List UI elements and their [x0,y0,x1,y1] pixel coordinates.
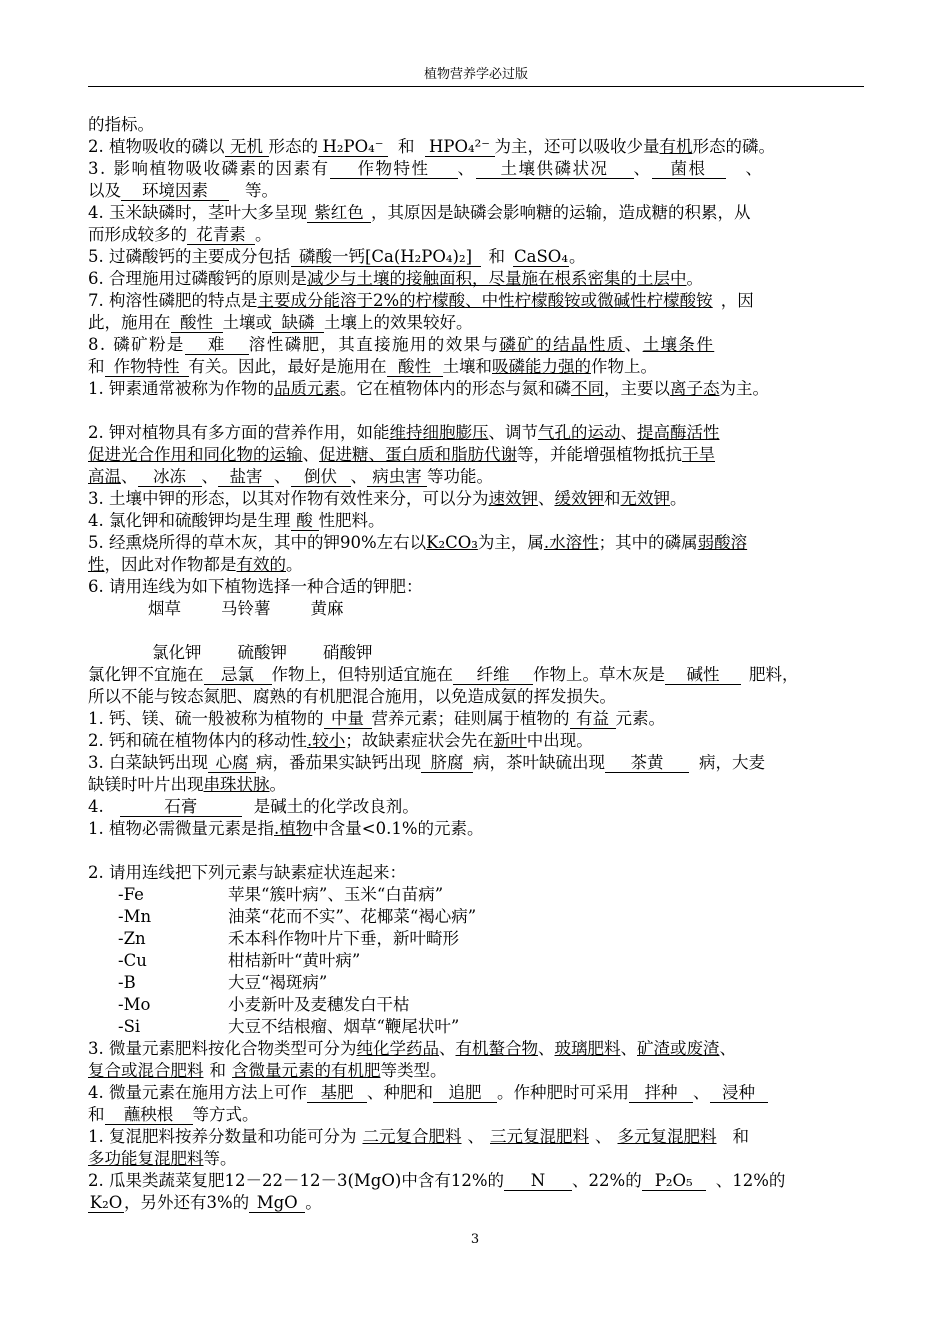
fertilizer-item: 硫酸钾 [237,643,287,662]
spacer [88,620,868,642]
answer-underlined: 无效钾 [620,489,670,508]
text: 作物上，但特别适宜施在 [271,665,453,684]
s-q3 [88,752,868,774]
p-q7-l2 [88,312,868,334]
symptom-label: 苹果“簇叶病”、玉米“白苗病” [228,885,444,904]
text: 。 [569,247,586,266]
answer-blank: 病虫害 [367,468,427,487]
element-label: -Fe [118,885,144,904]
match-row [88,1016,868,1038]
answer-blank: H₂PO₄⁻ [318,138,388,157]
answer-underlined: 减少与土壤的接触面积，尽量施在根系密集的土层中 [307,269,687,288]
answer-blank: 菌根 [652,160,726,179]
answer-underlined: 有机螯合物 [455,1039,538,1058]
m-q4-l2 [88,1104,868,1126]
fertilizer-list [88,642,868,664]
text: 5. 经熏烧所得的草木灰，其中的钾90%左右以 [88,533,427,552]
match-row [88,994,868,1016]
text: 1. 钾素通常被称为作物的 [88,379,274,398]
p-line-0 [88,114,868,136]
match-row [88,928,868,950]
text: 形态的磷。 [692,137,775,156]
answer-blank: 花青素 [187,226,255,245]
answer-underlined: 矿渣或废渣 [637,1039,720,1058]
answer-blank: P₂O₅ [642,1172,706,1191]
text: 缺镁时叶片出现 [88,775,204,794]
k-q3 [88,488,868,510]
text: 和 [88,1105,105,1124]
text: 2. 钾对植物具有多方面的营养作用，如能 [88,423,390,442]
answer-blank: 缺磷 [272,314,324,333]
answer-underlined: .植物 [274,819,313,838]
answer-underlined: 土壤条件 [642,335,715,354]
text: 的指标。 [88,115,154,134]
symptom-label: 大豆不结根瘤、烟草“鞭尾状叶” [228,1017,460,1036]
answer-underlined: 纯化学药品 [356,1039,439,1058]
answer-blank: 无机 [225,138,269,157]
answer-underlined: 磷矿的结晶性质 [499,335,625,354]
answer-underlined: 性 [88,555,105,574]
answer-underlined: 有效的 [236,555,286,574]
text: 和 [209,1061,226,1080]
text: 。 [686,269,703,288]
answer-underlined: 新叶 [493,731,527,750]
answer-underlined: 促进糖、蛋白质和脂肪代谢 [319,445,517,464]
p-q2 [88,136,868,158]
text: 、 [467,1127,484,1146]
answer-underlined: 弱酸溶 [697,533,748,552]
element-label: -Zn [118,929,146,948]
answer-blank: 环境因素 [121,182,229,201]
text: 病，番茄果实缺钙出现 [256,753,421,772]
k-q2 [88,422,868,444]
text: 、 [121,467,138,486]
text: ，因 [720,291,754,310]
text: 土壤和 [442,357,492,376]
text: 4. 微量元素在施用方法上可作 [88,1083,307,1102]
p-q5 [88,246,868,268]
crop-list [88,598,868,620]
answer-underlined: 多功能复混肥料 [88,1149,204,1168]
text: 病，茶叶缺硫出现 [473,753,605,772]
text: 、 [538,489,555,508]
text: 、 [745,159,764,178]
p-q3 [88,158,868,180]
text: 等。 [203,1149,237,1168]
text: 为主，还可以吸收少量 [494,137,660,156]
k-q1 [88,378,868,400]
text: 和 [732,1127,749,1146]
text: 3. 影响植物吸收磷素的因素有 [88,159,330,178]
answer-blank: 土壤供磷状况 [476,160,634,179]
text: 、 [620,423,637,442]
answer-blank: 中量 [324,710,372,729]
m-q3-l2 [88,1060,868,1082]
symptom-label: 油菜“花而不实”、花椰菜“褐心病” [228,907,477,926]
answer-blank: 忌氯 [204,666,272,685]
answer-blank: K₂O [89,1193,123,1212]
text: 、 [302,445,319,464]
element-label: -Si [118,1017,141,1036]
page-number: 3 [470,1232,480,1247]
k-q4 [88,510,868,532]
text: 5. 过磷酸钙的主要成分包括 [88,247,291,266]
fertilizer-item: 硝酸钾 [323,643,373,662]
text: 2. 钙和硫在植物体内的移动性 [88,731,307,750]
text: 。 [305,1193,322,1212]
answer-blank: 倒伏 [291,468,351,487]
answer-blank: 盐害 [218,468,274,487]
answer-blank: 拌种 [629,1084,693,1103]
text: 作物上。 [591,357,657,376]
answer-blank: CaSO₄ [514,247,568,266]
k-q2-l2 [88,444,868,466]
text: 、 [350,467,367,486]
answer-underlined: 多元复混肥料 [617,1127,717,1146]
text: 等类型。 [380,1061,447,1080]
text: 7. 枸溶性磷肥的特点是 [88,291,258,310]
crop-item: 马铃薯 [221,599,271,618]
answer-underlined: 不同 [571,379,604,398]
answer-blank: 茶黄 [605,754,689,773]
answer-blank: 脐腐 [421,754,473,773]
text: ，其原因是缺磷会影响糖的运输，造成糖的积累，从 [371,203,751,222]
p-q6 [88,268,868,290]
answer-underlined: 离子态 [670,379,720,398]
text: 作物上。草木灰是 [533,665,665,684]
c-q1 [88,1126,868,1148]
s-q3-l2 [88,774,868,796]
text: ，另外还有3%的 [124,1193,250,1212]
k-q5 [88,532,868,554]
answer-underlined: 含微量元素的有机肥 [232,1061,381,1080]
text: 、22%的 [572,1171,642,1190]
text: 、 [719,1039,736,1058]
header-title: 植物营养学必过版 [423,67,528,82]
answer-blank: 有益 [570,710,616,729]
document-body [88,114,868,1214]
text: 4. [88,797,104,816]
element-label: -Cu [118,951,147,970]
p-q3-l2 [88,180,868,202]
answer-underlined: 维持细胞膨压 [389,423,489,442]
text: 3. 白菜缺钙出现 [88,753,208,772]
answer-underlined: 提高酶活性 [637,423,720,442]
text: 1. 钙、镁、硫一般被称为植物的 [88,709,324,728]
answer-blank: 心腐 [208,754,256,773]
answer-blank: MgO [249,1194,305,1213]
answer-blank: 石膏 [120,798,242,817]
text: 2. 瓜果类蔬菜复肥12－22－12－3(MgO)中含有12%的 [88,1171,505,1190]
answer-blank: 酸性 [387,358,443,377]
text: 。 [269,775,286,794]
text: 。作种肥时可采用 [497,1083,629,1102]
answer-blank: 碱性 [665,666,741,685]
element-label: -B [118,973,136,992]
text: 、 [439,1039,456,1058]
text: 、 [201,467,218,486]
text: ，因此对作物都是 [104,555,237,574]
text: 是碱土的化学改良剂。 [253,797,419,816]
p-q4 [88,202,868,224]
k-q2-l3 [88,466,868,488]
text: 等方式。 [192,1105,259,1124]
k-q7-l2 [88,686,868,708]
match-row [88,950,868,972]
spacer [88,840,868,862]
s-q2 [88,730,868,752]
text: 氯化钾不宜施在 [88,665,204,684]
answer-underlined: 速效钾 [488,489,538,508]
answer-underlined: 促进光合作用和同化物的运输 [88,445,303,464]
text: ，主要以 [604,379,670,398]
answer-underlined: 吸磷能力强的 [492,357,591,376]
answer-blank: 难 [185,336,249,355]
answer-blank: 紫红色 [307,204,371,223]
text: 、 [538,1039,555,1058]
text: 。 [670,489,687,508]
text: 6. 合理施用过磷酸钙的原则是 [88,269,307,288]
text: 。它在植物体内的形态与氮和磷 [340,379,571,398]
text: 。 [286,555,303,574]
answer-underlined: 高温 [88,467,121,486]
text: 肥料， [749,665,799,684]
text: 、12%的 [715,1171,786,1190]
text: 溶性磷肥，其直接施用的效果与 [248,335,500,354]
symptom-label: 柑桔新叶“黄叶病” [228,951,361,970]
answer-underlined: 品质元素 [274,379,340,398]
text: 8. 磷矿粉是 [88,335,185,354]
symptom-label: 禾本科作物叶片下垂，新叶畸形 [228,929,459,948]
text: 等。 [245,181,278,200]
c-q2-l2 [88,1192,868,1214]
text: 和 [398,137,415,156]
text: 有关。因此，最好是施用在 [188,357,387,376]
answer-blank: 蘸秧根 [105,1106,193,1125]
text: 所以不能与铵态氮肥、腐熟的有机肥混合施用，以免造成氨的挥发损失。 [88,687,616,706]
text: 性肥料。 [318,511,385,530]
k-q7 [88,664,868,686]
fertilizer-item: 氯化钾 [152,643,202,662]
text: 此，施用在 [88,313,171,332]
match-row [88,884,868,906]
text: ；其中的磷属 [598,533,698,552]
answer-blank: 追肥 [433,1084,497,1103]
m-q3 [88,1038,868,1060]
text: 和 [488,247,505,266]
p-q7 [88,290,868,312]
answer-blank: 浸种 [710,1084,768,1103]
text: 等功能。 [427,467,493,486]
text: 、 [693,1083,710,1102]
text: 形态的 [268,137,318,156]
symptom-label: 大豆“褐斑病” [228,973,328,992]
text: 为主，属 [477,533,544,552]
text: 4. 氯化钾和硫酸钾均是生理 [88,511,291,530]
answer-blank: 酸性 [171,314,223,333]
text: 和 [604,489,621,508]
text: 和 [88,357,105,376]
answer-blank: 作物特性 [330,160,458,179]
match-row [88,906,868,928]
answer-underlined: 复合或混合肥料 [88,1061,204,1080]
answer-underlined: 三元复混肥料 [490,1127,589,1146]
answer-blank: 纤维 [453,666,533,685]
c-q1-l2 [88,1148,868,1170]
k-q6 [88,576,868,598]
text: 、 [457,159,476,178]
text: 中含量<0.1%的元素。 [312,819,484,838]
m-q2 [88,862,868,884]
symptom-label: 小麦新叶及麦穗发白干枯 [228,995,410,1014]
text: 6. 请用连线为如下植物选择一种合适的钾肥： [88,577,423,596]
text: 元素。 [615,709,665,728]
m-q1 [88,818,868,840]
answer-underlined: .较小 [307,731,346,750]
answer-blank: 作物特性 [105,358,189,377]
text: 、种肥和 [367,1083,433,1102]
text: 、 [633,159,652,178]
text: 中出现。 [526,731,593,750]
text: 、 [620,1039,637,1058]
answer-underlined: K₂CO₃ [426,533,478,552]
p-q8-l2 [88,356,868,378]
text: 3. 微量元素肥料按化合物类型可分为 [88,1039,357,1058]
crop-item: 烟草 [148,599,181,618]
answer-underlined: 玻璃肥料 [554,1039,621,1058]
answer-underlined: 缓效钾 [554,489,604,508]
s-q1 [88,708,868,730]
text: 等，并能增强植物抵抗 [517,445,682,464]
answer-blank: 酸 [291,512,319,531]
m-q4 [88,1082,868,1104]
p-q8 [88,334,868,356]
answer-underlined: 主要成分能溶于2%的柠檬酸、中性柠檬酸铵或微碱性柠檬酸铵 [257,291,713,310]
page-footer [0,1232,950,1247]
text: ；故缺素症状会先在 [345,731,494,750]
text: 、调节 [488,423,538,442]
c-q2 [88,1170,868,1192]
text: 4. 玉米缺磷时，茎叶大多呈现 [88,203,307,222]
text: 1. 植物必需微量元素是指 [88,819,274,838]
text: 、 [595,1127,612,1146]
s-q4 [88,796,868,818]
answer-underlined: 二元复合肥料 [362,1127,462,1146]
page-header [88,64,864,86]
answer-underlined: 串珠状脉 [203,775,270,794]
element-label: -Mn [118,907,152,926]
answer-blank: 冰冻 [138,468,202,487]
text: 。 [255,225,272,244]
k-q5-l2 [88,554,868,576]
text: 3. 土壤中钾的形态，以其对作物有效性来分，可以分为 [88,489,489,508]
answer-blank: 基肥 [307,1084,367,1103]
p-q4-l2 [88,224,868,246]
text: 2. 植物吸收的磷以 [88,137,225,156]
match-row [88,972,868,994]
text: 、 [624,335,643,354]
text: 土壤或 [222,313,272,332]
answer-underlined: 干旱 [682,445,715,464]
text: 为主。 [719,379,769,398]
answer-blank: 磷酸一钙[Ca(H₂PO₄)₂] [291,248,481,267]
text: 土壤上的效果较好。 [324,313,473,332]
text: 1. 复混肥料按养分数量和功能可分为 [88,1127,357,1146]
crop-item: 黄麻 [310,599,344,618]
header-divider [88,86,864,87]
answer-underlined: .水溶性 [543,533,599,552]
text: 病，大麦 [699,753,765,772]
text: 、 [274,467,291,486]
text: 营养元素；硅则属于植物的 [371,709,570,728]
answer-blank: HPO₄²⁻ [425,138,495,157]
answer-underlined: 气孔的运动 [538,423,621,442]
element-label: -Mo [118,995,151,1014]
spacer [88,400,868,422]
answer-blank: N [504,1172,572,1191]
text: 以及 [88,181,121,200]
answer-underlined: 有机 [659,137,693,156]
text: 而形成较多的 [88,225,187,244]
text: 2. 请用连线把下列元素与缺素症状连起来： [88,863,406,882]
